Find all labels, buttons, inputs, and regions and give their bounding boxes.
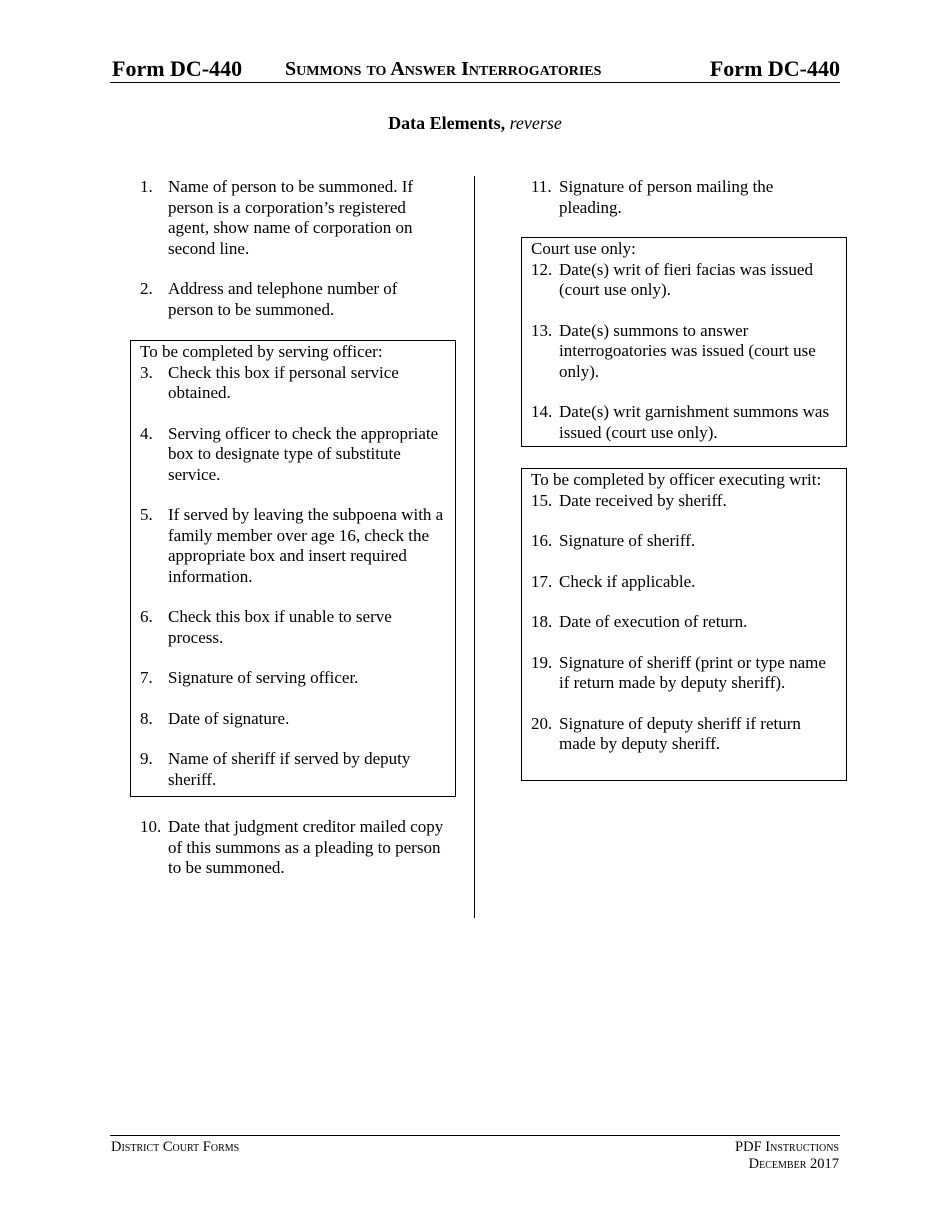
footer-right-line1: PDF Instructions: [735, 1139, 839, 1155]
list-item: [531, 402, 838, 443]
serving-officer-box: [130, 340, 456, 797]
footer-right-line2: December 2017: [748, 1156, 839, 1172]
item-text: Signature of person mailing the pleading.: [559, 177, 774, 217]
item-text: Date(s) summons to answer interrogoatories was issued (court use only).: [559, 320, 816, 381]
item-text: If served by leaving the subpoena with a family member over age 16, check the appropriate box and insert required information.: [168, 505, 444, 586]
item-text: Date received by sheriff.: [559, 490, 727, 510]
item-text: Name of sheriff if served by deputy sheriff.: [168, 749, 411, 789]
list-item: [531, 714, 838, 755]
item-text: Check this box if unable to serve process.: [168, 607, 392, 647]
list-item: [140, 363, 447, 404]
list-item: [531, 572, 838, 593]
item-text: Check if applicable.: [559, 571, 696, 591]
list-item: [140, 279, 440, 320]
form-number-left: Form DC-440: [112, 56, 243, 81]
item-number: 7.: [140, 668, 153, 687]
item-text: Signature of sheriff.: [559, 531, 696, 550]
subtitle-italic: reverse: [509, 113, 562, 133]
item-number: 18.: [531, 612, 553, 631]
item-text: Signature of serving officer.: [168, 668, 359, 687]
item-text: Date that judgment creditor mailed copy of this summons as a pleading to person to be summoned.: [168, 817, 444, 877]
item-number: 20.: [531, 713, 553, 733]
list-item: [140, 749, 447, 790]
right-column-top: [531, 177, 831, 218]
item-text: Signature of deputy sheriff if return made by deputy sheriff.: [559, 713, 801, 753]
list-item: [140, 177, 440, 259]
item-text: Date of signature.: [168, 708, 290, 728]
footer-rule: [110, 1135, 840, 1136]
item-text: Date(s) writ garnishment summons was issued (court use only).: [559, 402, 830, 442]
left-column-top: [140, 177, 440, 320]
list-item: [531, 612, 838, 633]
item-number: 13.: [531, 320, 553, 340]
list-item: [531, 653, 838, 694]
left-column-bottom: [140, 817, 450, 879]
item-number: 12.: [531, 259, 553, 279]
item-number: 2.: [140, 279, 153, 298]
item-text: Check this box if personal service obtained.: [168, 362, 399, 402]
list-item: [140, 607, 447, 648]
list-item: [140, 709, 447, 730]
item-number: 11.: [531, 177, 552, 196]
item-number: 8.: [140, 708, 153, 728]
item-number: 6.: [140, 607, 153, 626]
item-number: 9.: [140, 749, 153, 768]
list-item: [140, 817, 450, 879]
box-title: Court use only:: [531, 239, 636, 258]
list-item: [531, 177, 831, 218]
footer-left: District Court Forms: [111, 1139, 240, 1155]
item-text: Address and telephone number of person to be summoned.: [168, 279, 398, 319]
page-header: [110, 56, 840, 83]
box-title: To be completed by officer executing writ:: [531, 470, 822, 489]
item-number: 1.: [140, 177, 153, 196]
court-use-box: [521, 237, 847, 447]
list-item: [140, 668, 447, 689]
item-text: Name of person to be summoned. If person is a corporation’s registered agent, show name of corporation on second line.: [168, 177, 414, 258]
item-number: 10.: [140, 817, 162, 836]
list-item: [140, 505, 447, 587]
item-text: Date of execution of return.: [559, 612, 748, 631]
column-divider: [474, 176, 475, 918]
item-number: 16.: [531, 531, 553, 550]
list-item: [531, 491, 838, 512]
item-text: Signature of sheriff (print or type name if return made by deputy sheriff).: [559, 652, 826, 692]
item-number: 5.: [140, 505, 153, 524]
box-title: To be completed by serving officer:: [140, 342, 383, 361]
item-number: 3.: [140, 362, 153, 382]
item-number: 19.: [531, 652, 553, 672]
list-item: [140, 424, 447, 486]
subtitle-bold: Data Elements,: [388, 113, 506, 133]
item-number: 14.: [531, 402, 553, 421]
section-subtitle: [0, 112, 950, 134]
list-item: [531, 321, 838, 383]
footer-right: [735, 1139, 839, 1173]
list-item: [531, 260, 838, 301]
executing-officer-box: [521, 468, 847, 781]
item-number: 17.: [531, 571, 553, 591]
document-title: Summons to Answer Interrogatories: [285, 58, 602, 80]
item-number: 4.: [140, 423, 153, 443]
item-text: Date(s) writ of fieri facias was issued (court use only).: [559, 259, 813, 299]
list-item: [531, 531, 838, 552]
form-number-right: Form DC-440: [709, 56, 840, 81]
item-number: 15.: [531, 490, 553, 510]
item-text: Serving officer to check the appropriate box to designate type of substitute service.: [168, 423, 439, 484]
